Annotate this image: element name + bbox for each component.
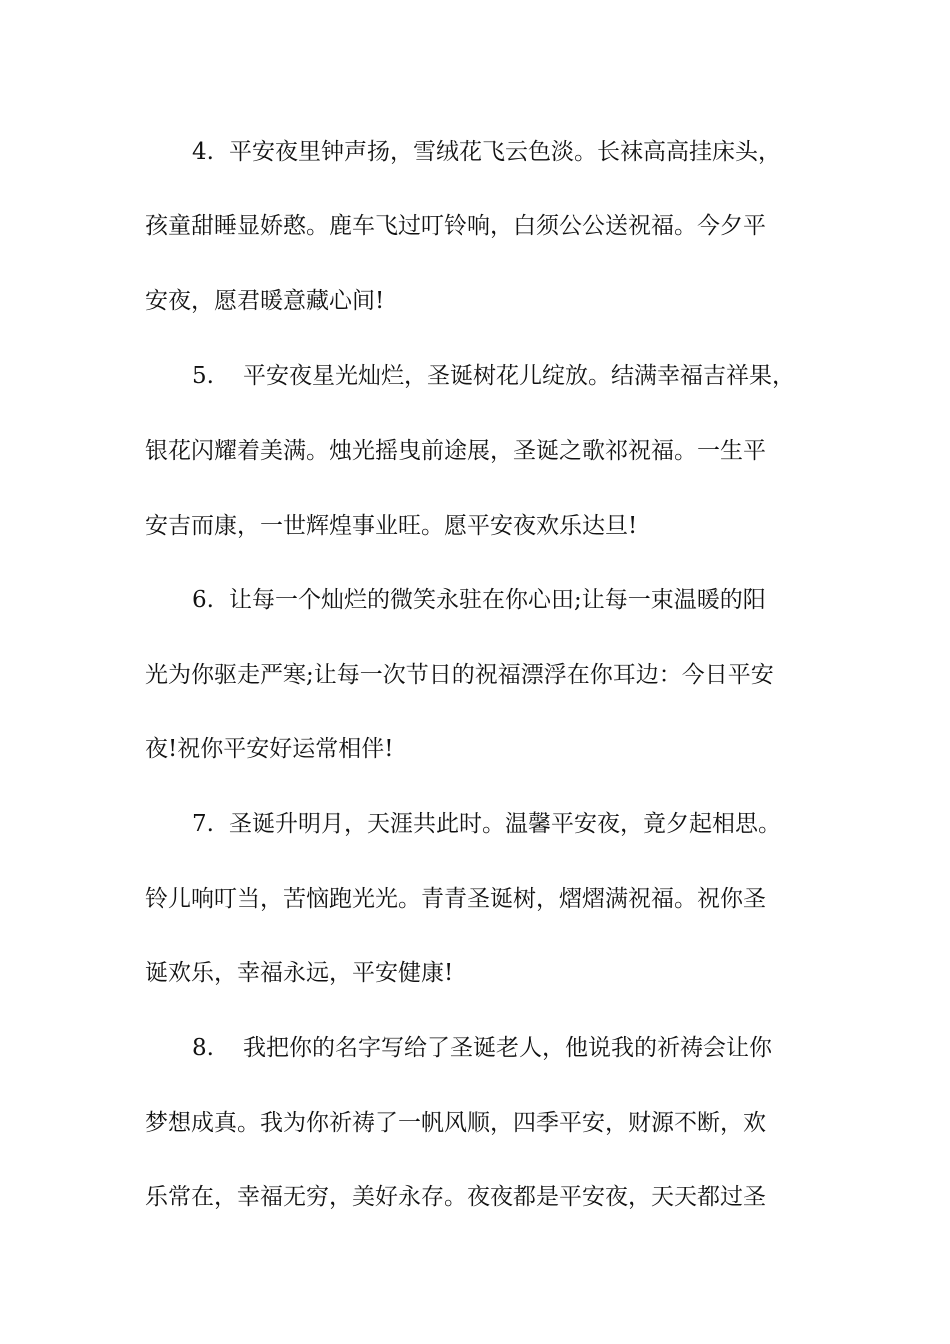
paragraph-8-line-2: 梦想成真。我为你祈祷了一帆风顺，四季平安，财源不断，欢 — [145, 1110, 766, 1136]
paragraph-5-number: 5. — [192, 363, 214, 389]
paragraph-8-number: 8. — [192, 1035, 214, 1061]
paragraph-4-number: 4. — [192, 139, 214, 165]
paragraph-5-line-1: 5. 平安夜星光灿烂，圣诞树花儿绽放。结满幸福吉祥果， — [192, 363, 795, 389]
paragraph-4-line-1: 4. 平安夜里钟声扬，雪绒花飞云色淡。长袜高高挂床头， — [192, 139, 781, 165]
paragraph-7-line-2: 铃儿响叮当，苦恼跑光光。青青圣诞树，熠熠满祝福。祝你圣 — [145, 886, 766, 912]
paragraph-4-line-2: 孩童甜睡显娇憨。鹿车飞过叮铃响，白须公公送祝福。今夕平 — [145, 213, 766, 239]
paragraph-8-line-3: 乐常在，幸福无穷，美好永存。夜夜都是平安夜，天天都过圣 — [145, 1184, 766, 1210]
paragraph-6-line-2: 光为你驱走严寒;让每一次节日的祝福漂浮在你耳边：今日平安 — [145, 662, 774, 688]
paragraph-5-line-2: 银花闪耀着美满。烛光摇曳前途展，圣诞之歌祁祝福。一生平 — [145, 438, 766, 464]
paragraph-6-line-3: 夜!祝你平安好运常相伴! — [145, 736, 394, 762]
paragraph-7-number: 7. — [192, 811, 214, 837]
paragraph-6-line-1: 6. 让每一个灿烂的微笑永驻在你心田;让每一束温暖的阳 — [192, 587, 766, 613]
paragraph-7-line-3: 诞欢乐，幸福永远，平安健康! — [145, 960, 454, 986]
paragraph-7-line-1: 7. 圣诞升明月，天涯共此时。温馨平安夜，竟夕起相思。 — [192, 811, 781, 837]
paragraph-8-line-1: 8. 我把你的名字写给了圣诞老人，他说我的祈祷会让你 — [192, 1035, 772, 1061]
paragraph-5-line-3: 安吉而康，一世辉煌事业旺。愿平安夜欢乐达旦! — [145, 513, 638, 539]
paragraph-4-line-3: 安夜，愿君暖意藏心间! — [145, 288, 385, 314]
paragraph-6-number: 6. — [192, 587, 214, 613]
